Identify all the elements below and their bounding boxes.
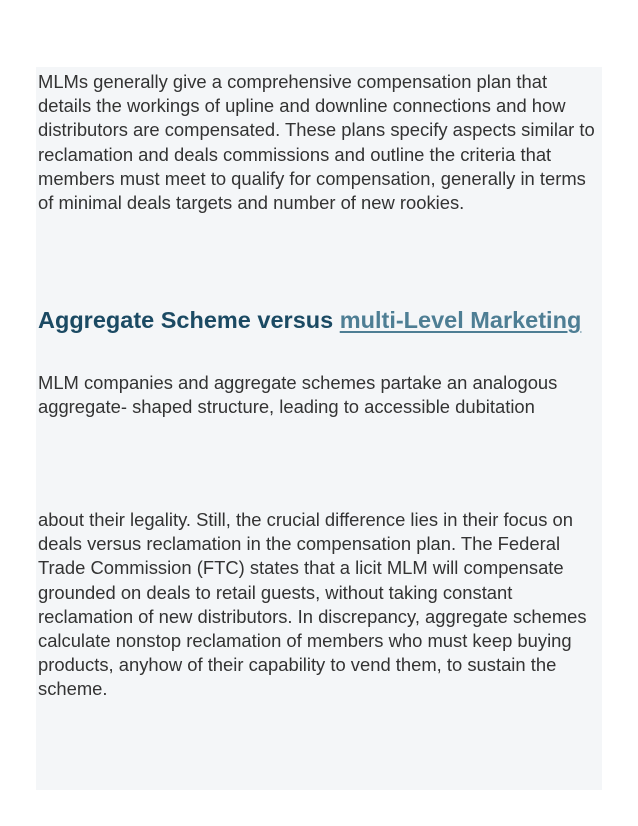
section-heading-text: Aggregate Scheme versus bbox=[38, 307, 340, 333]
multi-level-marketing-link[interactable]: multi-Level Marketing bbox=[339, 307, 582, 333]
paragraph-structure: MLM companies and aggregate schemes partake an analogous aggregate- shaped structure, leading to accessible dubitation bbox=[38, 372, 558, 418]
section-heading bbox=[38, 305, 598, 335]
paragraph-compensation-plan: MLMs generally give a comprehensive compensation plan that details the workings of upline and downline connections and how distributors are compensated. These plans specify aspects similar to reclamation and deals commissions and outline the criteria that members must meet to qualify for compensation, generally in terms of minimal deals targets and number of new rookies. bbox=[38, 71, 595, 214]
paragraph-legality: about their legality. Still, the crucial difference lies in their focus on deals versus reclamation in the compensation plan. The Federal Trade Commission (FTC) states that a licit MLM will compensate grounded on deals to retail guests, without taking constant reclamation of new distributors. In discrepancy, aggregate schemes calculate nonstop reclamation of members who must keep buying products, anyhow of their capability to vend them, to sustain the scheme. bbox=[38, 509, 587, 700]
